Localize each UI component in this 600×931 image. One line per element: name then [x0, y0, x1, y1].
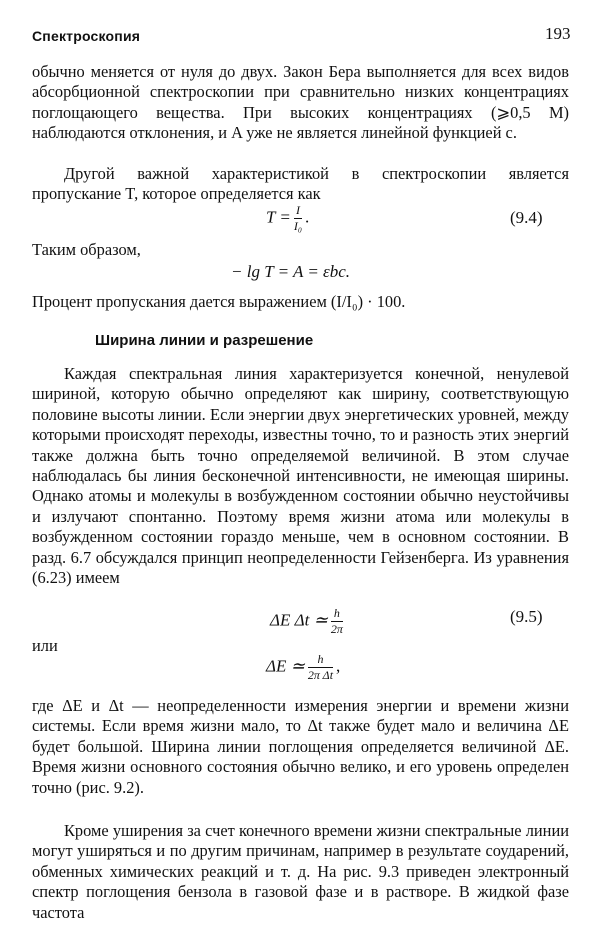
line-thus: Таким образом, — [32, 240, 141, 259]
equation-delta-e-denominator: 2π Δt — [307, 668, 334, 682]
equation-9-4 — [266, 204, 309, 233]
equation-delta-e-numerator: h — [308, 653, 333, 668]
equation-9-4-denominator: I₀ — [293, 219, 303, 233]
equation-lg-t-text: − lg T = A = εbc. — [231, 262, 351, 281]
equation-delta-e-lhs: ΔE ≃ — [266, 656, 305, 676]
section-heading: Ширина линии и разрешение — [95, 332, 314, 349]
equation-delta-e-tail: , — [336, 656, 341, 676]
equation-number-9-4: (9.4) — [510, 208, 543, 227]
equation-9-5-fraction — [331, 607, 343, 636]
equation-9-5 — [270, 607, 346, 636]
page-number: 193 — [545, 24, 571, 43]
equation-number-9-5: (9.5) — [510, 607, 543, 626]
equation-9-4-numerator: I — [294, 204, 302, 219]
line-or: или — [32, 636, 58, 655]
equation-9-4-lhs: T = — [266, 207, 291, 227]
equation-delta-e-fraction — [308, 653, 333, 682]
equation-9-4-fraction — [294, 204, 302, 233]
running-header-title: Спектроскопия — [32, 28, 141, 44]
equation-9-5-numerator: h — [331, 607, 343, 622]
paragraph-line-width: Каждая спектральная линия характеризуется конечной, ненулевой шириной, которую обычно определяют как ширину, соответствующую половине высоты линии. Если энергии двух энергетических уровней, между которыми происходят переходы, известны точно, то и разность этих энергий также должна быть точно определяемой величиной. В этом случае наблюдалась бы линия бесконечной интенсивности, не имеющая ширины. Однако атомы и молекулы в возбужденном состоянии обычно неустойчивы и излучают спонтанно. Поэтому время жизни атома или молекулы в возбужденном состоянии гораздо меньше, чем в основном состоянии. В разд. 6.7 обсуждался принцип неопределенности Гейзенберга. Из уравнения (6.23) имеем — [32, 364, 569, 588]
paragraph-transmittance: Другой важной характеристикой в спектроскопии является пропускание T, которое определяется как — [32, 164, 569, 204]
equation-lg-t — [231, 262, 350, 282]
equation-9-5-denominator: 2π — [330, 622, 343, 636]
paragraph-uncertainty: где ΔE и Δt — неопределенности измерения энергии и времени жизни системы. Если время жизни мало, то Δt также будет мало и величина ΔE будет большой. Ширина линии поглощения определяется величиной ΔE. Время жизни основного состояния обычно велико, и его уровень определен точно (рис. 9.2). — [32, 696, 569, 797]
paragraph-percent-transmittance: Процент пропускания дается выражением (I/I₀) · 100. — [32, 292, 406, 311]
equation-9-5-lhs: ΔE Δt ≃ — [270, 610, 328, 630]
paragraph-broadening: Кроме уширения за счет конечного времени жизни спектральные линии могут уширяться и по другим причинам, например в результате соударений, обменных химических реакций и т. д. На рис. 9.3 приведен электронный спектр поглощения бензола в газовой фазе и в растворе. В жидкой фазе частота — [32, 821, 569, 922]
equation-delta-e — [266, 653, 340, 682]
equation-9-4-tail: . — [305, 207, 310, 227]
paragraph-beer-law: обычно меняется от нуля до двух. Закон Бера выполняется для всех видов абсорбционной спектроскопии при сравнительно низких концентрациях поглощающего вещества. При высоких концентрациях (⩾0,5 М) наблюдаются отклонения, и A уже не является линейной функцией c. — [32, 62, 569, 143]
